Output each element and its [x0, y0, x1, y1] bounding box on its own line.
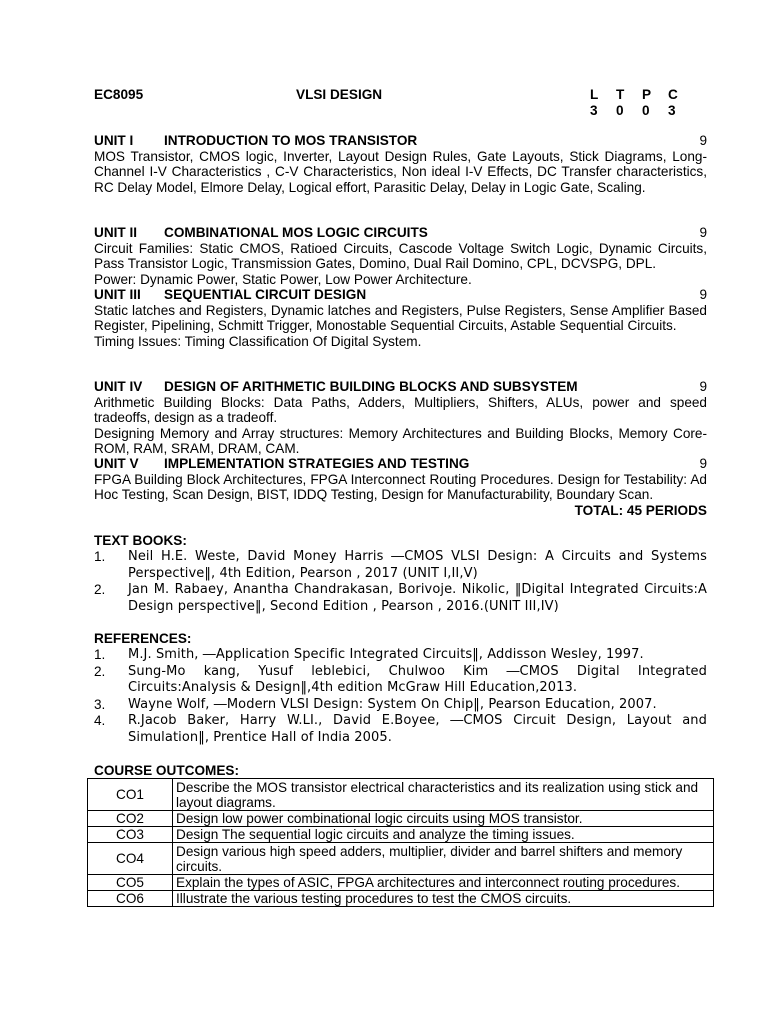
outcome-text: Design various high speed adders, multiplier, divider and barrel shifters and memory circuits.: [173, 843, 714, 875]
ltpc-label-c: C: [668, 87, 678, 102]
unit-number: UNIT II: [94, 225, 138, 240]
list-item: [94, 647, 707, 664]
ltpc-label-t: T: [616, 87, 625, 102]
outcome-code: CO1: [88, 779, 173, 811]
outcomes-table: [87, 778, 714, 907]
outcome-code: CO5: [88, 875, 173, 891]
unit-5: [94, 456, 707, 503]
ltpc-label-p: P: [642, 87, 652, 102]
references-heading: REFERENCES:: [94, 631, 192, 646]
item-text: Sung-Mo kang, Yusuf leblebici, Chulwoo Kim ―CMOS Digital Integrated Circuits:Analysis & Design‖,4th edition McGraw Hill Education,2013.: [128, 663, 707, 695]
item-text: Jan M. Rabaey, Anantha Chandrakasan, Borivoje. Nikolic, ‖Digital Integrated Circuits:A Design perspective‖, Second Edition , Pearson , 2016.(UNIT III,IV): [128, 582, 707, 614]
unit-number: UNIT IV: [94, 379, 143, 394]
ltpc-label-l: L: [590, 87, 599, 102]
outcome-text: Illustrate the various testing procedures to test the CMOS circuits.: [173, 891, 714, 907]
outcome-text: Describe the MOS transistor electrical characteristics and its realization using stick and layout diagrams.: [173, 779, 714, 811]
list-item: [94, 664, 707, 697]
unit-number: UNIT V: [94, 456, 139, 471]
unit-content: Power: Dynamic Power, Static Power, Low Power Architecture.: [94, 271, 472, 287]
table-row: [88, 811, 714, 827]
unit-hours: 9: [699, 379, 707, 394]
ltpc-value-l: 3: [590, 103, 598, 118]
outcome-code: CO6: [88, 891, 173, 907]
references-list: [94, 647, 707, 746]
list-item: [94, 582, 707, 615]
unit-heading: [94, 456, 707, 472]
unit-number: UNIT I: [94, 133, 134, 148]
item-number: 2.: [94, 582, 106, 597]
unit-title: INTRODUCTION TO MOS TRANSISTOR: [164, 133, 418, 148]
outcome-code: CO3: [88, 827, 173, 843]
unit-title: SEQUENTIAL CIRCUIT DESIGN: [164, 287, 367, 302]
table-row: [88, 827, 714, 843]
unit-3: [94, 287, 707, 349]
unit-content: Static latches and Registers, Dynamic latches and Registers, Pulse Registers, Sense Amplifier Based Register, Pipelining, Schmitt Trigger, Monostable Sequential Circuits, Astable Sequential Circuits.: [94, 302, 707, 334]
unit-number: UNIT III: [94, 287, 141, 302]
unit-hours: 9: [699, 287, 707, 302]
unit-hours: 9: [699, 456, 707, 471]
unit-hours: 9: [699, 133, 707, 148]
outcome-text: Design low power combinational logic circuits using MOS transistor.: [173, 811, 714, 827]
ltpc-value-p: 0: [642, 103, 650, 118]
item-text: R.Jacob Baker, Harry W.LI., David E.Boyee, ―CMOS Circuit Design, Layout and Simulation‖, Prentice Hall of India 2005.: [128, 713, 707, 745]
item-number: 1.: [94, 549, 106, 564]
table-row: [88, 891, 714, 907]
item-number: 3.: [94, 696, 106, 712]
unit-4: [94, 379, 707, 457]
course-code: EC8095: [94, 87, 144, 102]
unit-heading: [94, 287, 707, 303]
item-text: M.J. Smith, ―Application Specific Integrated Circuits‖, Addisson Wesley, 1997.: [128, 647, 644, 662]
unit-hours: 9: [699, 225, 707, 240]
ltpc-labels: [590, 87, 688, 103]
textbooks-list: [94, 549, 707, 615]
unit-title: DESIGN OF ARITHMETIC BUILDING BLOCKS AND SUBSYSTEM: [164, 379, 578, 394]
list-item: [94, 549, 707, 582]
unit-heading: [94, 133, 707, 149]
outcome-text: Explain the types of ASIC, FPGA architectures and interconnect routing procedures.: [173, 875, 714, 891]
list-item: [94, 697, 707, 714]
ltpc-value-t: 0: [616, 103, 624, 118]
ltpc-values: [590, 103, 688, 119]
unit-1: [94, 133, 707, 195]
outcome-text: Design The sequential logic circuits and analyze the timing issues.: [173, 827, 714, 843]
unit-content: Circuit Families: Static CMOS, Ratioed Circuits, Cascode Voltage Switch Logic, Dynamic Circuits, Pass Transistor Logic, Transmission Gates, Domino, Dual Rail Domino, CPL, DCVSPG, DPL.: [94, 240, 707, 272]
outcome-code: CO4: [88, 843, 173, 875]
item-number: 1.: [94, 647, 106, 662]
course-title: VLSI DESIGN: [296, 87, 383, 102]
table-row: [88, 875, 714, 891]
unit-content: Arithmetic Building Blocks: Data Paths, Adders, Multipliers, Shifters, ALUs, power and speed tradeoffs, design as a tradeoff.: [94, 394, 707, 426]
unit-title: COMBINATIONAL MOS LOGIC CIRCUITS: [164, 225, 428, 240]
item-text: Neil H.E. Weste, David Money Harris ―CMOS VLSI Design: A Circuits and Systems Perspective‖, 4th Edition, Pearson , 2017 (UNIT I,II,V): [128, 549, 707, 581]
unit-content: FPGA Building Block Architectures, FPGA Interconnect Routing Procedures. Design for Testability: Ad Hoc Testing, Scan Design, BIST, IDDQ Testing, Design for Manufacturability, Boundary Scan.: [94, 471, 707, 503]
table-row: [88, 843, 714, 875]
item-number: 2.: [94, 663, 106, 679]
unit-2: [94, 225, 707, 287]
outcome-code: CO2: [88, 811, 173, 827]
list-item: [94, 713, 707, 746]
ltpc-value-c: 3: [668, 103, 676, 118]
unit-heading: [94, 379, 707, 395]
item-number: 4.: [94, 713, 106, 728]
outcomes-heading: COURSE OUTCOMES:: [94, 763, 240, 778]
unit-heading: [94, 225, 707, 241]
item-text: Wayne Wolf, ―Modern VLSI Design: System On Chip‖, Pearson Education, 2007.: [128, 696, 657, 712]
unit-content: MOS Transistor, CMOS logic, Inverter, Layout Design Rules, Gate Layouts, Stick Diagrams, Long-Channel I-V Characteristics , C-V Characteristics, Non ideal I-V Effects, DC Transfer characteristics, RC Delay Model, Elmore Delay, Logical effort, Parasitic Delay, Delay in Logic Gate, Scaling.: [94, 148, 707, 195]
unit-content: Timing Issues: Timing Classification Of Digital System.: [94, 333, 422, 349]
textbooks-heading: TEXT BOOKS:: [94, 533, 187, 548]
total-periods: TOTAL: 45 PERIODS: [574, 503, 707, 518]
unit-content: Designing Memory and Array structures: Memory Architectures and Building Blocks, Memory Core-ROM, RAM, SRAM, DRAM, CAM.: [94, 425, 707, 457]
table-row: [88, 779, 714, 811]
unit-title: IMPLEMENTATION STRATEGIES AND TESTING: [164, 456, 470, 471]
